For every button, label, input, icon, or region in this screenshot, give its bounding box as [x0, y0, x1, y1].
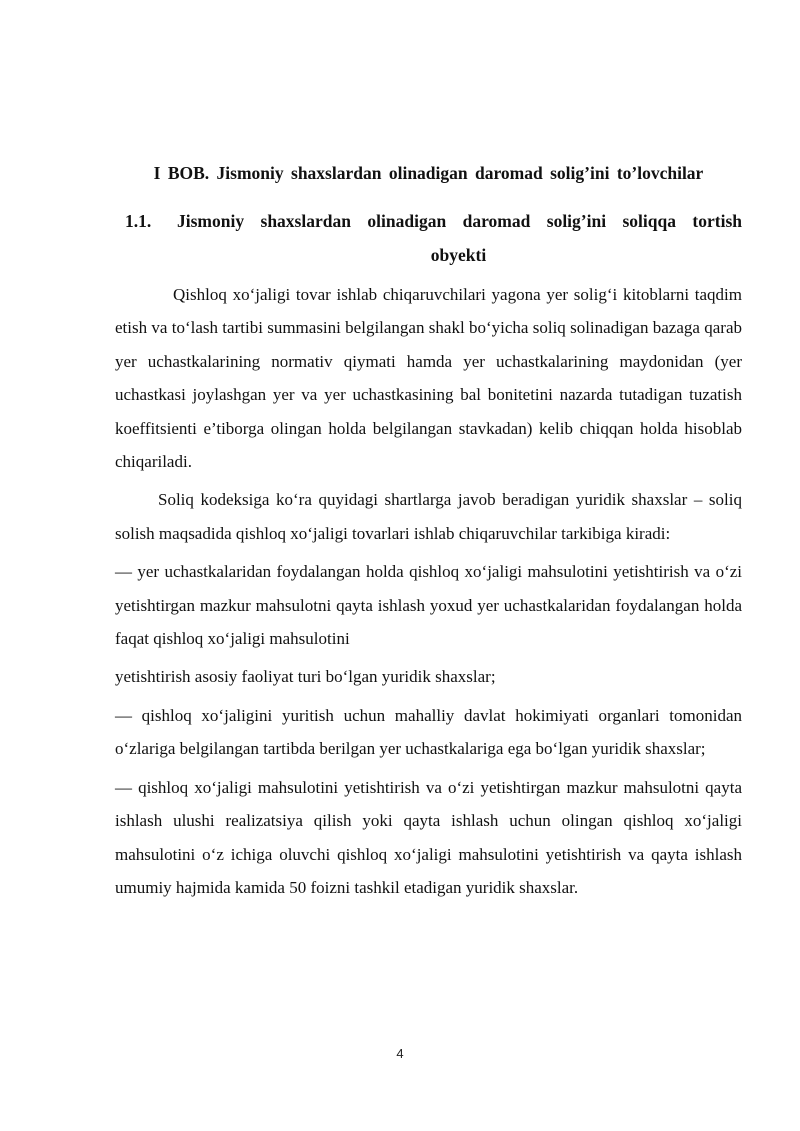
section-number: 1.1. — [125, 211, 152, 231]
section-heading-line1 — [115, 204, 742, 238]
paragraph: Soliq kodeksiga ko‘ra quyidagi shartlarga javob beradigan yuridik shaxslar – soliq solish maqsadida qishloq xo‘jaligi tovarlari ishlab chiqaruvchilar tarkibiga kiradi: — [115, 490, 742, 543]
section-title-line1: Jismoniy shaxslardan olinadigan daromad solig’ini soliqqa tortish — [177, 211, 742, 231]
chapter-title: I BOB. Jismoniy shaxslardan olinadigan daromad solig’ini to’lovchilar — [153, 163, 704, 183]
list-item: — qishloq xo‘jaligini yuritish uchun mahalliy davlat hokimiyati organlari tomonidan o‘zlariga belgilangan tartibda berilgan yer uchastkalariga ega bo‘lgan yuridik shaxslar; — [115, 705, 742, 759]
list-item: — qishloq xo‘jaligi mahsulotini yetishtirish va o‘zi yetishtirgan mazkur mahsulotni qayta ishlash ulushi realizatsiya qilish yoki qayta ishlash uchun olingan qishloq xo‘jaligi mahsulotini o‘z ichiga oluvchi qishloq xo‘jaligi mahsulotini yetishtirish va qayta ishlash umumiy hajmida kamida 50 foizni tashkil etadigan yuridik shaxslar. — [115, 777, 742, 897]
section-heading — [115, 204, 742, 272]
page-number: 4 — [396, 1046, 404, 1061]
paragraph: Qishloq xo‘jaligi tovar ishlab chiqaruvchilari yagona yer solig‘i kitoblarni taqdim etish va to‘lash tartibi summasini belgilangan shakl bo‘yicha soliq solinadigan bazaga qarab yer uchastkalarining normativ qiymati hamda yer uchastkalarining maydonidan (yer uchastkasi joylashgan yer va yer uchastkasining bal bonitetini nazarda tutadigan tuzatish koeffitsienti e’tiborga olingan holda belgilangan stavkadan) kelib chiqqan holda hisoblab chiqariladi. — [115, 285, 742, 472]
body-text — [115, 278, 742, 909]
paragraph: yetishtirish asosiy faoliyat turi bo‘lgan yuridik shaxslar; — [115, 667, 496, 687]
section-title-line2: obyekti — [430, 245, 487, 265]
list-item: — yer uchastkalaridan foydalangan holda qishloq xo‘jaligi mahsulotini yetishtirish va o‘zi yetishtirgan mazkur mahsulotni qayta ishlash yoxud yer uchastkalaridan foydalangan holda faqat qishloq xo‘jaligi mahsulotini — [115, 562, 742, 649]
